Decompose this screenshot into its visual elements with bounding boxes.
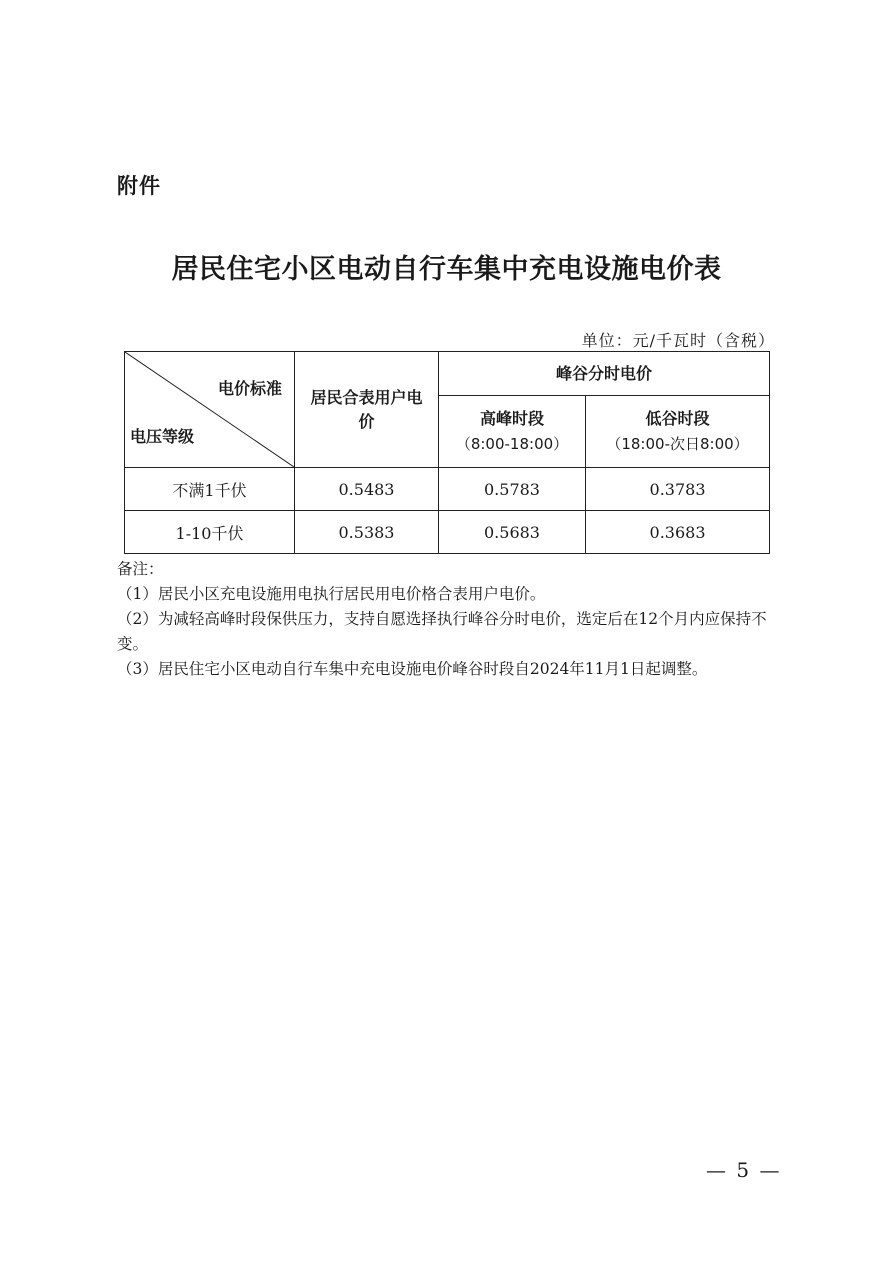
cell-voltage-level: 1-10千伏	[125, 511, 295, 554]
header-peak-label: 高峰时段	[479, 408, 544, 428]
table-row	[125, 468, 770, 511]
diagonal-line	[125, 352, 294, 467]
header-valley-label: 低谷时段	[645, 408, 710, 428]
diagonal-header-cell	[125, 352, 295, 468]
note-item: （3）居民住宅小区电动自行车集中充电设施电价峰谷时段自2024年11月1日起调整。	[117, 660, 708, 678]
diag-header-price-standard: 电价标准	[217, 379, 282, 398]
price-table	[124, 351, 770, 554]
notes-section	[117, 557, 779, 682]
cell-peak-rate: 0.5783	[439, 468, 586, 511]
cell-valley-rate: 0.3683	[586, 511, 770, 554]
header-valley	[586, 396, 770, 468]
cell-voltage-level: 不满1千伏	[125, 468, 295, 511]
header-valley-time: （18:00-次日8:00）	[606, 434, 749, 453]
attachment-label: 附件	[117, 174, 161, 198]
note-item: （1）居民小区充电设施用电执行居民用电价格合表用户电价。	[117, 585, 546, 603]
diag-header-voltage-level: 电压等级	[130, 427, 195, 446]
header-peak	[439, 396, 586, 468]
note-item: （2）为减轻高峰时段保供压力，支持自愿选择执行峰谷分时电价，选定后在12个月内应保持不变。	[117, 610, 767, 653]
cell-peak-rate: 0.5683	[439, 511, 586, 554]
cell-valley-rate: 0.3783	[586, 468, 770, 511]
header-tou-group: 峰谷分时电价	[439, 352, 770, 396]
header-flat-rate	[295, 352, 439, 468]
header-peak-time: （8:00-18:00）	[455, 434, 569, 453]
page-title: 居民住宅小区电动自行车集中充电设施电价表	[171, 254, 722, 285]
unit-label: 单位：元/千瓦时（含税）	[581, 331, 775, 350]
table-row	[125, 511, 770, 554]
notes-heading: 备注：	[117, 560, 164, 578]
page-number: — 5 —	[706, 1158, 782, 1182]
header-flat-rate-label: 居民合表用户电价	[310, 387, 423, 431]
cell-flat-rate: 0.5483	[295, 468, 439, 511]
cell-flat-rate: 0.5383	[295, 511, 439, 554]
